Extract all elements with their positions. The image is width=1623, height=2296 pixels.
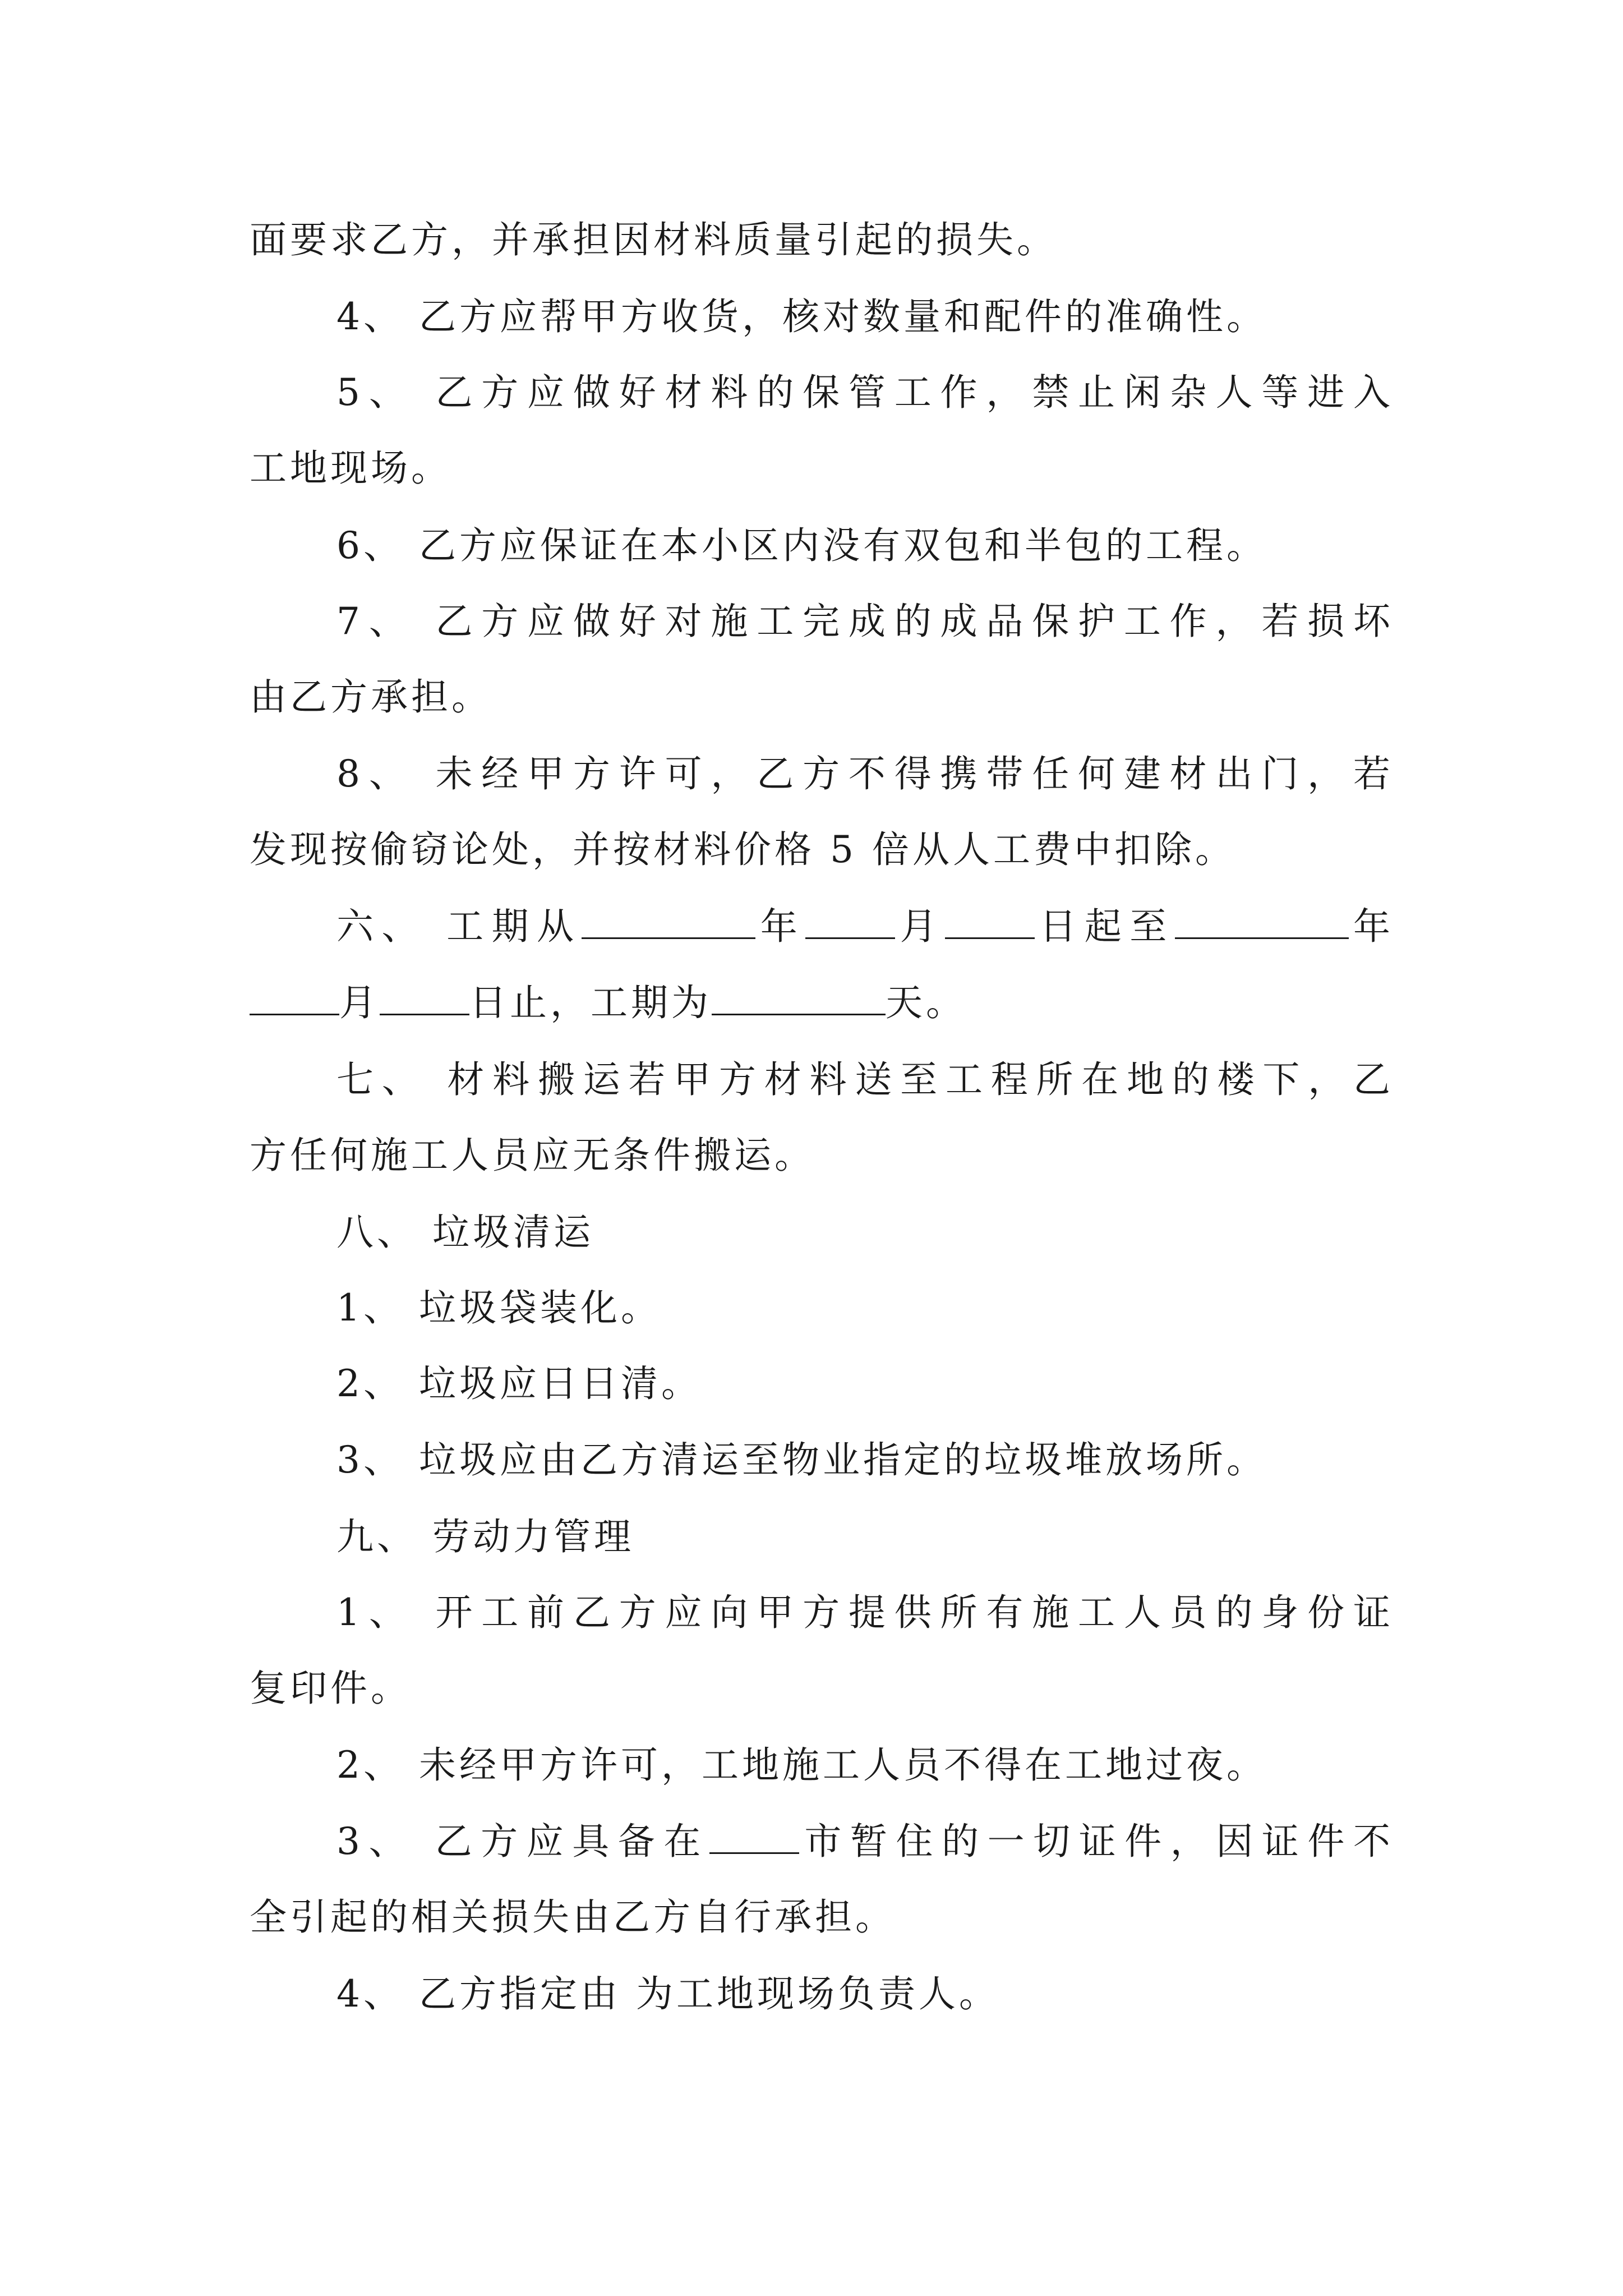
clause-8-materials: 8、 未经甲方许可，乙方不得携带任何建材出门，若: [336, 752, 1394, 795]
labor-item-3: [336, 1816, 1394, 1867]
term-text: 年: [1348, 905, 1394, 948]
section-7-material-handling: 七、 材料搬运若甲方材料送至工程所在地的楼下，乙: [336, 1058, 1394, 1101]
term-text: 年: [755, 905, 806, 948]
cert-text: 市暂住的一切证件，因证件不: [799, 1820, 1394, 1863]
section-6-construction-period: [336, 901, 1394, 952]
section-8-heading: 八、 垃圾清运: [336, 1211, 594, 1254]
paragraph-line: 复印件。: [250, 1667, 411, 1710]
blank-field[interactable]: [582, 903, 755, 939]
labor-item-2: 2、 未经甲方许可，工地施工人员不得在工地过夜。: [336, 1743, 1267, 1787]
paragraph-line: 由乙方承担。: [250, 675, 492, 719]
clause-4-receiving: 4、 乙方应帮甲方收货，核对数量和配件的准确性。: [336, 295, 1267, 338]
section-6-construction-period-cont: [250, 978, 1394, 1028]
blank-field[interactable]: [1175, 903, 1349, 939]
blank-field[interactable]: [805, 903, 895, 939]
blank-field[interactable]: [712, 979, 886, 1015]
paragraph-line: 发现按偷窃论处，并按材料价格 5 倍从人工费中扣除。: [250, 828, 1235, 871]
waste-item-1: 1、 垃圾袋装化。: [336, 1286, 661, 1329]
term-text: 月: [895, 905, 946, 948]
paragraph-line: 工地现场。: [250, 447, 451, 490]
paragraph-line: 方任何施工人员应无条件搬运。: [250, 1134, 815, 1177]
term-text: 日起至: [1035, 905, 1175, 948]
cert-text: 3、 乙方应具备在: [336, 1820, 709, 1863]
blank-field[interactable]: [380, 979, 469, 1015]
blank-field[interactable]: [945, 903, 1035, 939]
term-text: 天。: [886, 981, 966, 1024]
blank-field[interactable]: [709, 1818, 799, 1854]
labor-item-4: 4、 乙方指定由 为工地现场负责人。: [336, 1972, 999, 2016]
waste-item-3: 3、 垃圾应由乙方清运至物业指定的垃圾堆放场所。: [336, 1438, 1267, 1481]
clause-7-protection: 7、 乙方应做好对施工完成的成品保护工作，若损坏: [336, 600, 1394, 643]
section-9-heading: 九、 劳动力管理: [336, 1515, 634, 1558]
term-text: 月: [339, 981, 380, 1024]
clause-5-storage: 5、 乙方应做好材料的保管工作，禁止闲杂人等进入: [336, 371, 1394, 414]
labor-item-1: 1、 开工前乙方应向甲方提供所有施工人员的身份证: [336, 1591, 1394, 1634]
paragraph-line: 面要求乙方，并承担因材料质量引起的损失。: [250, 218, 1057, 261]
clause-6-no-subcontract: 6、 乙方应保证在本小区内没有双包和半包的工程。: [336, 524, 1267, 567]
waste-item-2: 2、 垃圾应日日清。: [336, 1362, 702, 1405]
paragraph-line: 全引起的相关损失由乙方自行承担。: [250, 1895, 896, 1939]
term-text: 日止，工期为: [469, 981, 712, 1024]
term-text: 六、 工期从: [336, 905, 582, 948]
blank-field[interactable]: [250, 979, 339, 1015]
